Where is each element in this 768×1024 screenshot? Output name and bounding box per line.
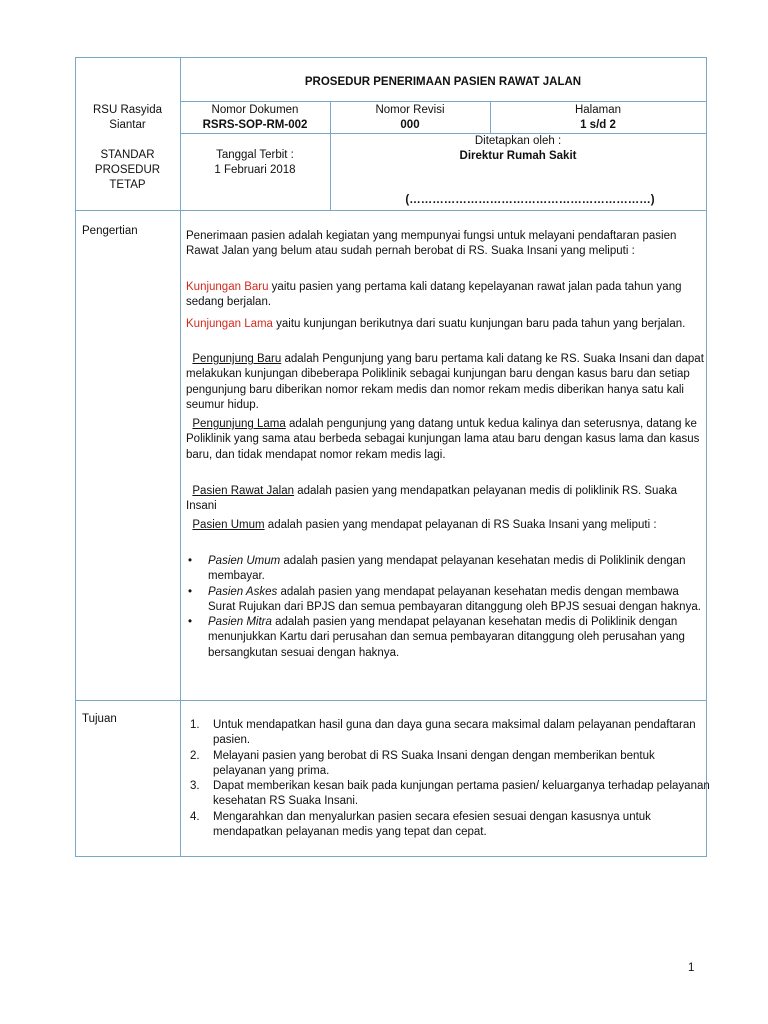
row-divider <box>75 700 706 701</box>
definition-pengunjung-baru: Pengunjung Baru adalah Pengunjung yang baru pertama kali datang ke RS. Suaka Insani dan dapat melakukan kunjungan dibeberapa Poliklinik sebagai kunjungan baru dengan kasus baru dan setiap pengunjung baru diberikan nomor rekam medis dan nomor rekam medis diberikan hanya satu kali seumur hidup. <box>186 353 704 411</box>
document-title: PROSEDUR PENERIMAAN PASIEN RAWAT JALAN <box>304 76 582 88</box>
bullet-icon: • <box>188 585 193 598</box>
tujuan-list <box>190 718 710 840</box>
definition-pasien-rawat-jalan: Pasien Rawat Jalan adalah pasien yang mendapatkan pelayanan medis di poliklinik RS. Suaka Insani <box>186 485 677 513</box>
document-number: Nomor Dokumen RSRS-SOP-RM-002 <box>202 104 308 131</box>
section-label-tujuan: Tujuan <box>82 713 117 725</box>
section-label-pengertian: Pengertian <box>82 225 138 237</box>
patient-type-list <box>186 554 706 661</box>
sop-type: STANDAR PROSEDUR TETAP <box>94 149 161 191</box>
list-item: 2. Melayani pasien yang berobat di RS Suaka Insani dengan dengan memberikan bentuk pelayanan yang prima. <box>190 749 655 777</box>
bullet-icon: • <box>188 555 193 567</box>
list-item: 3. Dapat memberikan kesan baik pada kunjungan pertama pasien/ keluarganya terhadap pelayanan kesehatan RS Suaka Insani. <box>190 780 710 808</box>
revision-number: Nomor Revisi 000 <box>375 104 445 131</box>
definition-pasien-umum: Pasien Umum adalah pasien yang mendapat pelayanan di RS Suaka Insani yang meliputi : <box>192 519 657 531</box>
page-count: Halaman 1 s/d 2 <box>574 104 622 131</box>
definition-pengunjung-lama: Pengunjung Lama adalah pengunjung yang datang untuk kedua kalinya dan seterusnya, datang ke Poliklinik yang sama atau berbeda sebagai kunjungan lama atau baru dengan kasus lama dan kasus baru, dan tidak mendapat nomor rekam medis lagi. <box>186 418 700 461</box>
definition-kunjungan-baru: Kunjungan Baru yaitu pasien yang pertama kali datang kepelayanan rawat jalan pada tahun yang sedang berjalan. <box>186 281 682 309</box>
list-item: • Pasien Umum adalah pasien yang mendapat pelayanan kesehatan medis di Poliklinik dengan membayar. <box>188 555 686 583</box>
page-number: 1 <box>688 962 695 974</box>
pengertian-intro: Penerimaan pasien adalah kegiatan yang mempunyai fungsi untuk melayani pendaftaran pasien Rawat Jalan yang belum atau sudah pernah berobat di RS. Suaka Insani yang meliputi : <box>186 230 677 258</box>
row-divider <box>75 210 706 211</box>
list-item: • Pasien Askes adalah pasien yang mendapat pelayanan kesehatan medis dengan membawa Surat Rujukan dari BPJS dan semua pembayaran ditanggung oleh BPJS sesuai dengan haknya. <box>188 585 701 613</box>
organization-name: RSU Rasyida Siantar <box>92 104 163 131</box>
list-item: • Pasien Mitra adalah pasien yang mendapat pelayanan kesehatan medis di Poliklinik dengan menunjukkan Kartu dari perusahan dan semua pembayaran ditanggung oleh perusahan yang bersangkutan sesuai dengan haknya. <box>188 616 685 659</box>
list-item: 1. Untuk mendapatkan hasil guna dan daya guna secara maksimal dalam pelayanan pendaftaran pasien. <box>190 719 696 747</box>
bullet-icon: • <box>188 616 193 629</box>
signature-line: (………………………………………………………) <box>405 194 655 206</box>
row-divider <box>180 101 706 102</box>
definition-kunjungan-lama: Kunjungan Lama yaitu kunjungan berikutnya dari suatu kunjungan baru pada tahun yang berjalan. <box>186 318 686 330</box>
list-item: 4. Mengarahkan dan menyalurkan pasien secara efesien sesuai dengan kasusnya untuk mendapatkan pelayanan medis yang tepat dan cepat. <box>190 810 651 839</box>
approval: Ditetapkan oleh : Direktur Rumah Sakit <box>459 135 577 162</box>
issue-date: Tanggal Terbit : 1 Februari 2018 <box>214 149 296 176</box>
